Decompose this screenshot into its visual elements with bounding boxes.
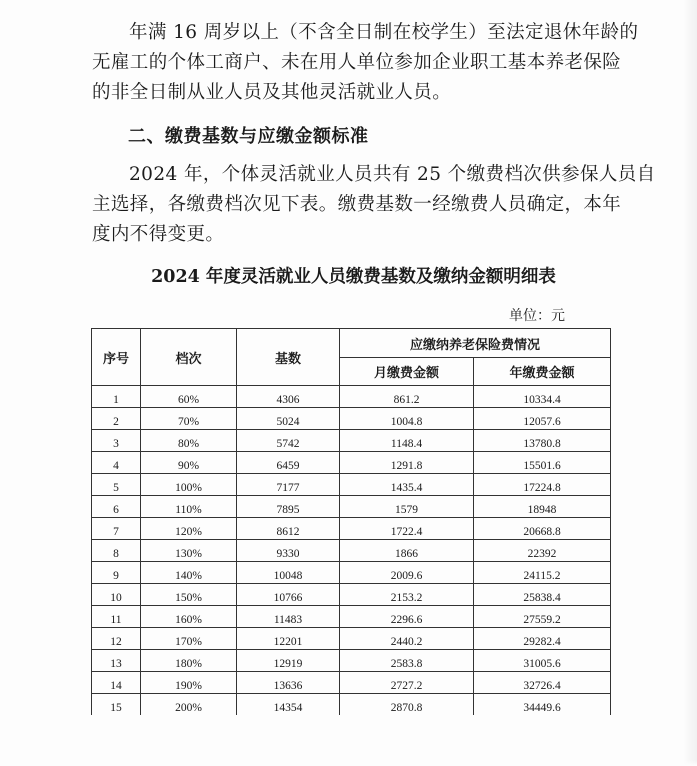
- cell-annual: 32726.4: [474, 672, 611, 694]
- cell-annual: 34449.6: [474, 694, 611, 716]
- cell-grade: 200%: [141, 694, 237, 716]
- table-row: [92, 606, 611, 628]
- cell-monthly: 1435.4: [340, 474, 474, 496]
- cell-monthly: 1004.8: [340, 408, 474, 430]
- table-row: [92, 430, 611, 452]
- cell-grade: 80%: [141, 430, 237, 452]
- cell-index: 15: [92, 694, 141, 716]
- paragraph-line: 2024 年，个体灵活就业人员共有 25 个缴费档次供参保人员自: [129, 164, 656, 185]
- contribution-table: [91, 328, 611, 715]
- cell-annual: 22392: [474, 540, 611, 562]
- table-row: [92, 650, 611, 672]
- cell-annual: 18948: [474, 496, 611, 518]
- cell-base: 7177: [237, 474, 340, 496]
- cell-index: 6: [92, 496, 141, 518]
- cell-index: 5: [92, 474, 141, 496]
- page-edge-shadow: [683, 0, 697, 766]
- cell-monthly: 2440.2: [340, 628, 474, 650]
- cell-monthly: 2583.8: [340, 650, 474, 672]
- cell-monthly: 1579: [340, 496, 474, 518]
- paragraph-line: 度内不得变更。: [92, 224, 225, 245]
- cell-monthly: 1148.4: [340, 430, 474, 452]
- cell-index: 13: [92, 650, 141, 672]
- cell-index: 8: [92, 540, 141, 562]
- cell-index: 11: [92, 606, 141, 628]
- cell-annual: 25838.4: [474, 584, 611, 606]
- table-row: [92, 518, 611, 540]
- cell-base: 11483: [237, 606, 340, 628]
- cell-annual: 20668.8: [474, 518, 611, 540]
- paragraph-line: 主选择，各缴费档次见下表。缴费基数一经缴费人员确定，本年: [92, 194, 622, 215]
- cell-annual: 27559.2: [474, 606, 611, 628]
- table-row: [92, 496, 611, 518]
- table-row: [92, 672, 611, 694]
- cell-annual: 17224.8: [474, 474, 611, 496]
- cell-base: 5742: [237, 430, 340, 452]
- cell-base: 8612: [237, 518, 340, 540]
- cell-grade: 60%: [141, 386, 237, 408]
- cell-base: 7895: [237, 496, 340, 518]
- table-row: [92, 408, 611, 430]
- cell-annual: 13780.8: [474, 430, 611, 452]
- table-row: [92, 694, 611, 716]
- header-payment-group: 应缴纳养老保险费情况: [340, 329, 611, 358]
- table-row: [92, 584, 611, 606]
- cell-annual: 15501.6: [474, 452, 611, 474]
- cell-annual: 31005.6: [474, 650, 611, 672]
- paragraph-line: 的非全日制从业人员及其他灵活就业人员。: [92, 82, 452, 103]
- header-monthly: 月缴费金额: [340, 358, 474, 386]
- header-index: 序号: [92, 329, 141, 386]
- cell-monthly: 2296.6: [340, 606, 474, 628]
- cell-base: 4306: [237, 386, 340, 408]
- cell-base: 12919: [237, 650, 340, 672]
- cell-base: 10048: [237, 562, 340, 584]
- cell-index: 1: [92, 386, 141, 408]
- cell-index: 10: [92, 584, 141, 606]
- cell-annual: 10334.4: [474, 386, 611, 408]
- cell-grade: 150%: [141, 584, 237, 606]
- cell-index: 2: [92, 408, 141, 430]
- cell-monthly: 1291.8: [340, 452, 474, 474]
- table-body: [92, 386, 611, 716]
- table-title: 2024 年度灵活就业人员缴费基数及缴纳金额明细表: [151, 267, 556, 287]
- unit-label: 单位：元: [509, 308, 565, 324]
- contribution-paragraph: [92, 160, 656, 250]
- table-row: [92, 452, 611, 474]
- header-grade: 档次: [141, 329, 237, 386]
- cell-monthly: 2727.2: [340, 672, 474, 694]
- cell-monthly: 2153.2: [340, 584, 474, 606]
- table-row: [92, 562, 611, 584]
- cell-monthly: 1722.4: [340, 518, 474, 540]
- paragraph-line: 无雇工的个体工商户、未在用人单位参加企业职工基本养老保险: [92, 52, 622, 73]
- cell-grade: 120%: [141, 518, 237, 540]
- cell-index: 9: [92, 562, 141, 584]
- cell-index: 12: [92, 628, 141, 650]
- cell-grade: 100%: [141, 474, 237, 496]
- cell-grade: 130%: [141, 540, 237, 562]
- cell-base: 14354: [237, 694, 340, 716]
- cell-index: 3: [92, 430, 141, 452]
- cell-grade: 160%: [141, 606, 237, 628]
- paragraph-line: 年满 16 周岁以上（不含全日制在校学生）至法定退休年龄的: [129, 22, 639, 43]
- cell-annual: 12057.6: [474, 408, 611, 430]
- header-base: 基数: [237, 329, 340, 386]
- table-row: [92, 540, 611, 562]
- cell-grade: 110%: [141, 496, 237, 518]
- cell-grade: 170%: [141, 628, 237, 650]
- cell-grade: 190%: [141, 672, 237, 694]
- table-row: [92, 628, 611, 650]
- cell-grade: 140%: [141, 562, 237, 584]
- cell-base: 9330: [237, 540, 340, 562]
- cell-base: 5024: [237, 408, 340, 430]
- cell-monthly: 2009.6: [340, 562, 474, 584]
- cell-base: 6459: [237, 452, 340, 474]
- cell-monthly: 861.2: [340, 386, 474, 408]
- cell-grade: 70%: [141, 408, 237, 430]
- cell-annual: 24115.2: [474, 562, 611, 584]
- cell-base: 13636: [237, 672, 340, 694]
- cell-monthly: 1866: [340, 540, 474, 562]
- eligibility-paragraph: [92, 18, 639, 108]
- section-heading: 二、缴费基数与应缴金额标准: [128, 126, 369, 147]
- table-row: [92, 386, 611, 408]
- cell-annual: 29282.4: [474, 628, 611, 650]
- cell-grade: 180%: [141, 650, 237, 672]
- cell-base: 10766: [237, 584, 340, 606]
- cell-monthly: 2870.8: [340, 694, 474, 716]
- cell-index: 7: [92, 518, 141, 540]
- cell-base: 12201: [237, 628, 340, 650]
- cell-grade: 90%: [141, 452, 237, 474]
- table-row: [92, 474, 611, 496]
- cell-index: 14: [92, 672, 141, 694]
- header-annual: 年缴费金额: [474, 358, 611, 386]
- page-bottom-fade: [0, 760, 697, 766]
- cell-index: 4: [92, 452, 141, 474]
